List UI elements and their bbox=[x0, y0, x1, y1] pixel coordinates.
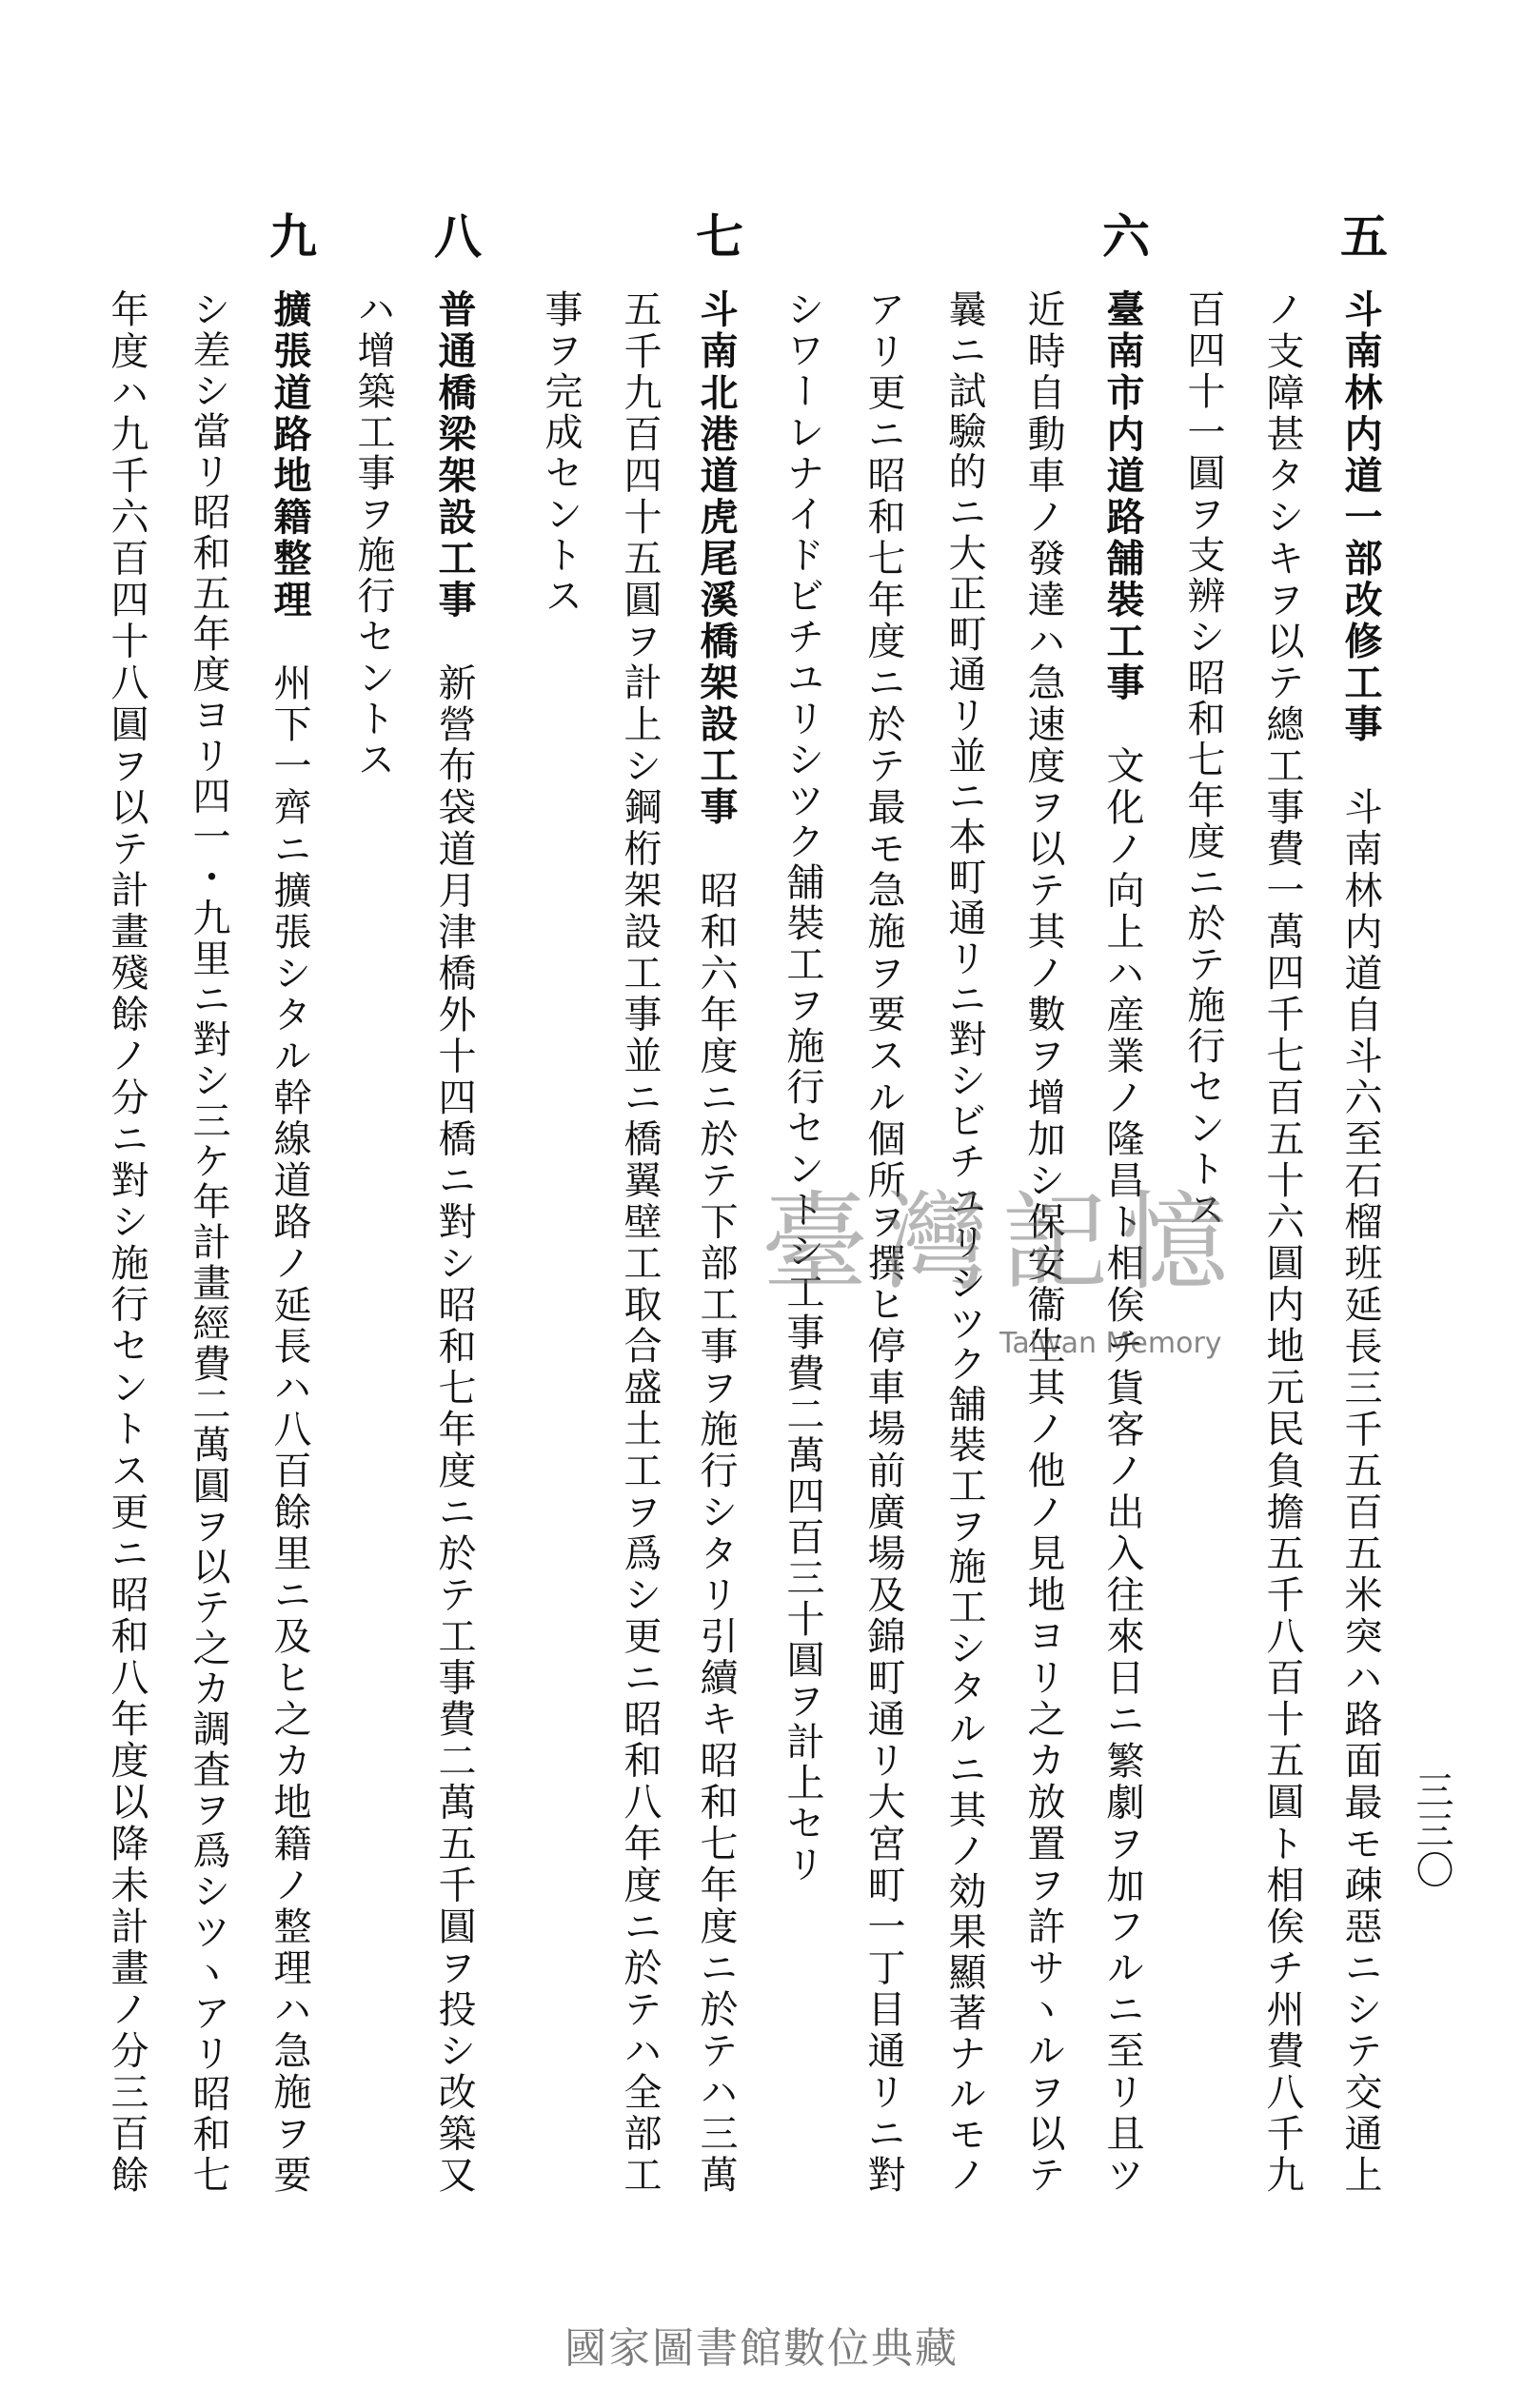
text-column bbox=[266, 289, 313, 2193]
section-heading: 斗南北港道虎尾溪橋架設工事 bbox=[694, 289, 739, 829]
text-column: ハ增築工事ヲ施行セントス bbox=[351, 289, 395, 780]
text-column: 五千九百四十五圓ヲ計上シ鋼桁架設工事並ニ橋翼壁工取合盛土工ヲ爲シ更ニ昭和八年度ニ於テハ全部工 bbox=[618, 289, 662, 2193]
text-column: ノ支障甚タシキヲ以テ總工事費一萬四千七百五十六圓内地元民負擔五千八百十五圓ト相俟チ州費八千九 bbox=[1260, 289, 1304, 2193]
text-column: 近時自動車ノ發達ハ急速度ヲ以テ其ノ數ヲ增加シ保安衞生其ノ他ノ見地ヨリ之カ放置ヲ許サヽルヲ以テ bbox=[1021, 289, 1065, 2193]
section-number: 七 bbox=[688, 211, 744, 259]
text-column bbox=[692, 289, 740, 2193]
text-column: 年度ハ九千六百四十八圓ヲ以テ計畫殘餘ノ分ニ對シ施行セントス更ニ昭和八年度以降未計畫ノ分三百餘 bbox=[105, 289, 148, 2193]
text-column: 事ヲ完成セントス bbox=[539, 289, 583, 617]
page-number: 三三〇 bbox=[1410, 1770, 1454, 1890]
section-heading: 臺南市内道路舗裝工事 bbox=[1100, 289, 1145, 704]
text-column bbox=[430, 289, 478, 2193]
text-column: 曩ニ試驗的ニ大正町通リ並ニ本町通リニ對シビチユリシツク舗裝工ヲ施工シタルニ其ノ効果顯著ナルモノ bbox=[942, 289, 986, 2193]
text-column: シワーレナイドビチユリシツク舗裝工ヲ施行セントシ工事費二萬四百三十圓ヲ計上セリ bbox=[781, 289, 824, 1885]
column-text: 斗南林内道自斗六至石榴班延長三千五百五米突ハ路面最モ疎惡ニシテ交通上 bbox=[1338, 787, 1382, 2193]
section-heading: 擴張道路地籍整理 bbox=[267, 289, 312, 622]
text-column: シ差シ當リ昭和五年度ヨリ四一・九里ニ對シ三ケ年計畫經費二萬圓ヲ以テ之カ調査ヲ爲シツヽアリ昭和七 bbox=[187, 289, 230, 2193]
section-number: 六 bbox=[1095, 211, 1151, 259]
column-text: 文化ノ向上ハ産業ノ隆昌ト相俟チ貨客ノ出入往來日ニ繁劇ヲ加フルニ至リ且ツ bbox=[1100, 745, 1144, 2194]
footer-credit: 國家圖書館數位典藏 bbox=[564, 2324, 959, 2373]
section-number: 九 bbox=[262, 211, 318, 259]
column-text: 新營布袋道月津橋外十四橋ニ對シ昭和七年度ニ於テ工事費二萬五千圓ヲ投シ改築又 bbox=[432, 662, 476, 2194]
section-number: 五 bbox=[1333, 211, 1389, 259]
watermark-subtitle: Taiwan Memory bbox=[999, 1327, 1222, 1360]
section-number: 八 bbox=[426, 211, 483, 259]
section-heading: 斗南林内道一部改修工事 bbox=[1338, 289, 1383, 745]
column-text: 州下一齊ニ擴張シタル幹線道路ノ延長ハ八百餘里ニ及ヒ之カ地籍ノ整理ハ急施ヲ要 bbox=[267, 662, 311, 2194]
text-column: 百四十一圓ヲ支辨シ昭和七年度ニ於テ施行セントス bbox=[1181, 289, 1225, 1231]
text-column bbox=[1336, 289, 1384, 2193]
watermark-logo: 臺灣記憶 bbox=[762, 1181, 1241, 1305]
section-heading: 普通橋梁架設工事 bbox=[432, 289, 477, 622]
text-column: アリ更ニ昭和七年度ニ於テ最モ急施ヲ要スル個所ヲ撰ヒ停車場前廣場及錦町通リ大宮町一丁目通リニ對 bbox=[861, 289, 905, 2193]
column-text: 昭和六年度ニ於テ下部工事ヲ施行シタリ引續キ昭和七年度ニ於テハ三萬 bbox=[694, 870, 738, 2194]
